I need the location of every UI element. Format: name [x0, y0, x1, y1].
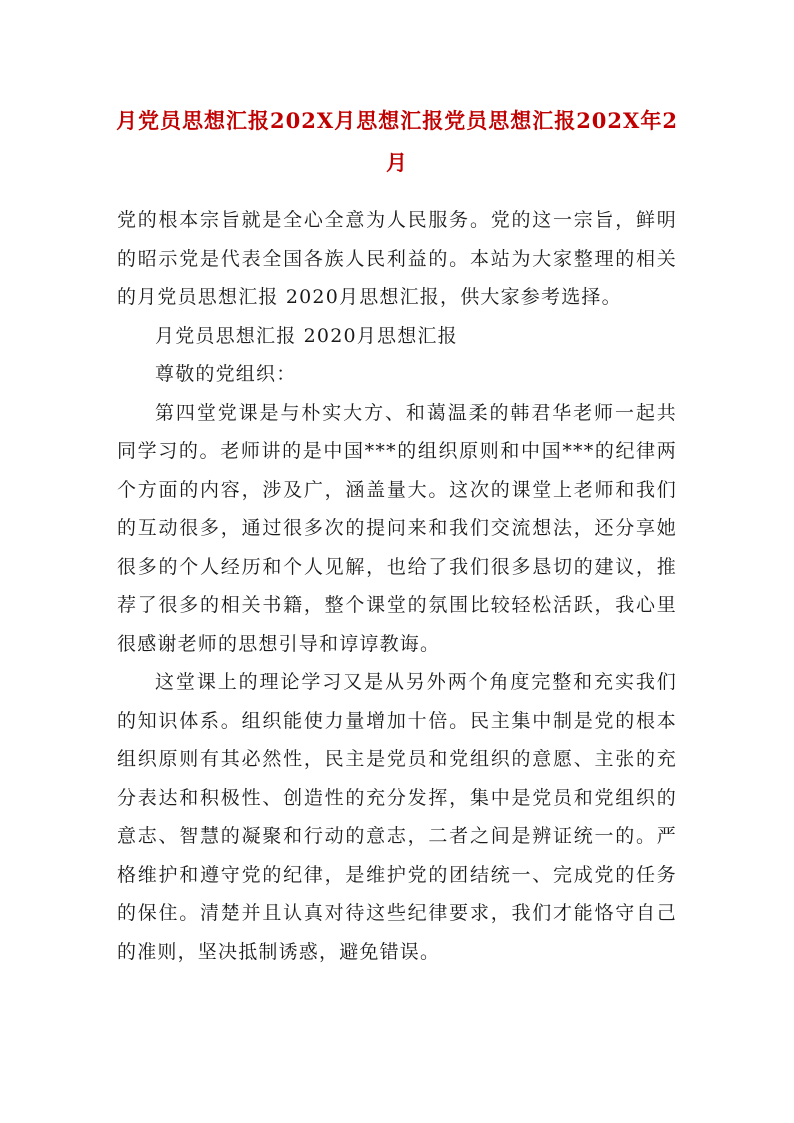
body-paragraph-2: 这堂课上的理论学习又是从另外两个角度完整和充实我们的知识体系。组织能使力量增加十倍。民主集中制是党的根本组织原则有其必然性，民主是党员和党组织的意愿、主张的充分表达和积极性、创造性的充分发挥，集中是党员和党组织的意志、智慧的凝聚和行动的意志，二者之间是辨证统一的。严格维护和遵守党的纪律，是维护党的团结统一、完成党的任务的保住。清楚并且认真对待这些纪律要求，我们才能恪守自己的准则，坚决抵制诱惑，避免错误。 — [117, 671, 677, 963]
body-paragraph-1: 第四堂党课是与朴实大方、和蔼温柔的韩君华老师一起共同学习的。老师讲的是中国***的组织原则和中国***的纪律两个方面的内容，涉及广，涵盖量大。这次的课堂上老师和我们的互动很多，通过很多次的提问来和我们交流想法，还分享她很多的个人经历和个人见解，也给了我们很多恳切的建议，推荐了很多的相关书籍，整个课堂的氛围比较轻松活跃，我心里很感谢老师的思想引导和谆谆教诲。 — [117, 401, 677, 655]
document-title: 月党员思想汇报202X月思想汇报党员思想汇报202X年2月 — [116, 108, 678, 175]
subtitle-line: 月党员思想汇报 2020月思想汇报 — [155, 324, 458, 347]
intro-paragraph: 党的根本宗旨就是全心全意为人民服务。党的这一宗旨，鲜明的昭示党是代表全国各族人民利益的。本站为大家整理的相关的月党员思想汇报 2020月思想汇报，供大家参考选择。 — [117, 209, 677, 308]
salutation: 尊敬的党组织： — [155, 363, 297, 385]
document-body — [117, 201, 677, 971]
